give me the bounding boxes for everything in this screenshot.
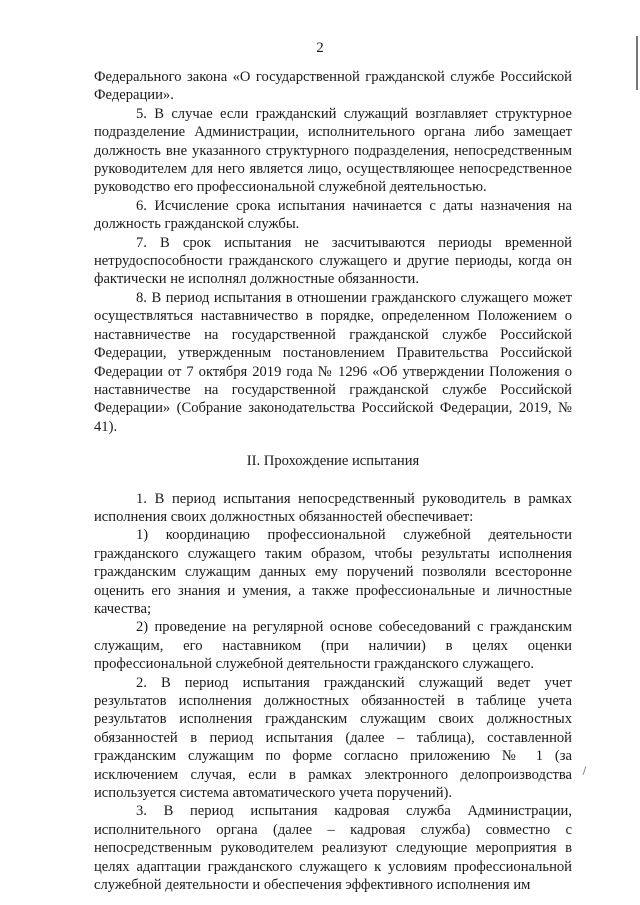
paragraph-item-5: 5. В случае если гражданский служащий возглавляет структурное подразделение Администрации, исполнительного органа либо замещает должность вне указанного структурного подразделения, непосредственным руководителем для него является лицо, осуществляющее непосредственное руководство его профессиональной служебной деятельностью. [94, 105, 572, 196]
margin-pen-mark [583, 766, 587, 775]
paragraph-continuation: Федерального закона «О государственной гражданской службе Российской Федерации». [94, 69, 572, 104]
paragraph-item-6: 6. Исчисление срока испытания начинается с даты назначения на должность гражданской службы. [94, 197, 572, 233]
paragraph-item-8: 8. В период испытания в отношении гражданского служащего может осуществляться наставничество в порядке, определенном Положением о наставничестве на государственной гражданской службе Российской Федерации, утвержденным постановлением Правительства Российской Федерации от 7 октября 2019 года № 1296 «Об утверждении Положения о наставничестве на государственной гражданской службе Российской Федерации» (Собрание законодательства Российской Федерации, 2019, № 41). [94, 289, 572, 435]
section-subitem-1: 1) координацию профессиональной служебной деятельности гражданского служащего таким образом, чтобы результаты исполнения гражданским служащим данных ему поручений позволяли всесторонне оценить его знания и умения, а также профессиональные и личностные качества; [94, 527, 572, 617]
page-number: 2 [316, 40, 324, 56]
section-paragraph-3: 3. В период испытания кадровая служба Администрации, исполнительного органа (далее – кадровая служба) совместно с непосредственным руководителем реализуют следующие мероприятия в целях адаптации гражданского служащего к условиям профессиональной служебной деятельности и обеспечения эффективного исполнения им [94, 803, 572, 894]
page-edge-mark [636, 36, 638, 90]
section-heading: II. Прохождение испытания [246, 453, 420, 470]
paragraph-item-7: 7. В срок испытания не засчитываются периоды временной нетрудоспособности гражданского служащего и другие периоды, когда он фактически не исполнял должностные обязанности. [94, 234, 572, 288]
section-subitem-2: 2) проведение на регулярной основе собеседований с гражданским служащим, его наставником (при наличии) в целях оценки профессиональной служебной деятельности гражданского служащего. [94, 619, 572, 673]
document-body [94, 68, 572, 894]
section-paragraph-1: 1. В период испытания непосредственный руководитель в рамках исполнения своих должностных обязанностей обеспечивает: [94, 490, 572, 525]
section-paragraph-2: 2. В период испытания гражданский служащий ведет учет результатов исполнения должностных обязанностей в таблице учета результатов исполнения гражданским служащим своих должностных обязанностей в период испытания (далее – таблица), составленной гражданским служащим по форме согласно приложению № 1 (за исключением случая, если в рамках электронного делопроизводства используется система автоматического учета поручений). [94, 674, 572, 802]
